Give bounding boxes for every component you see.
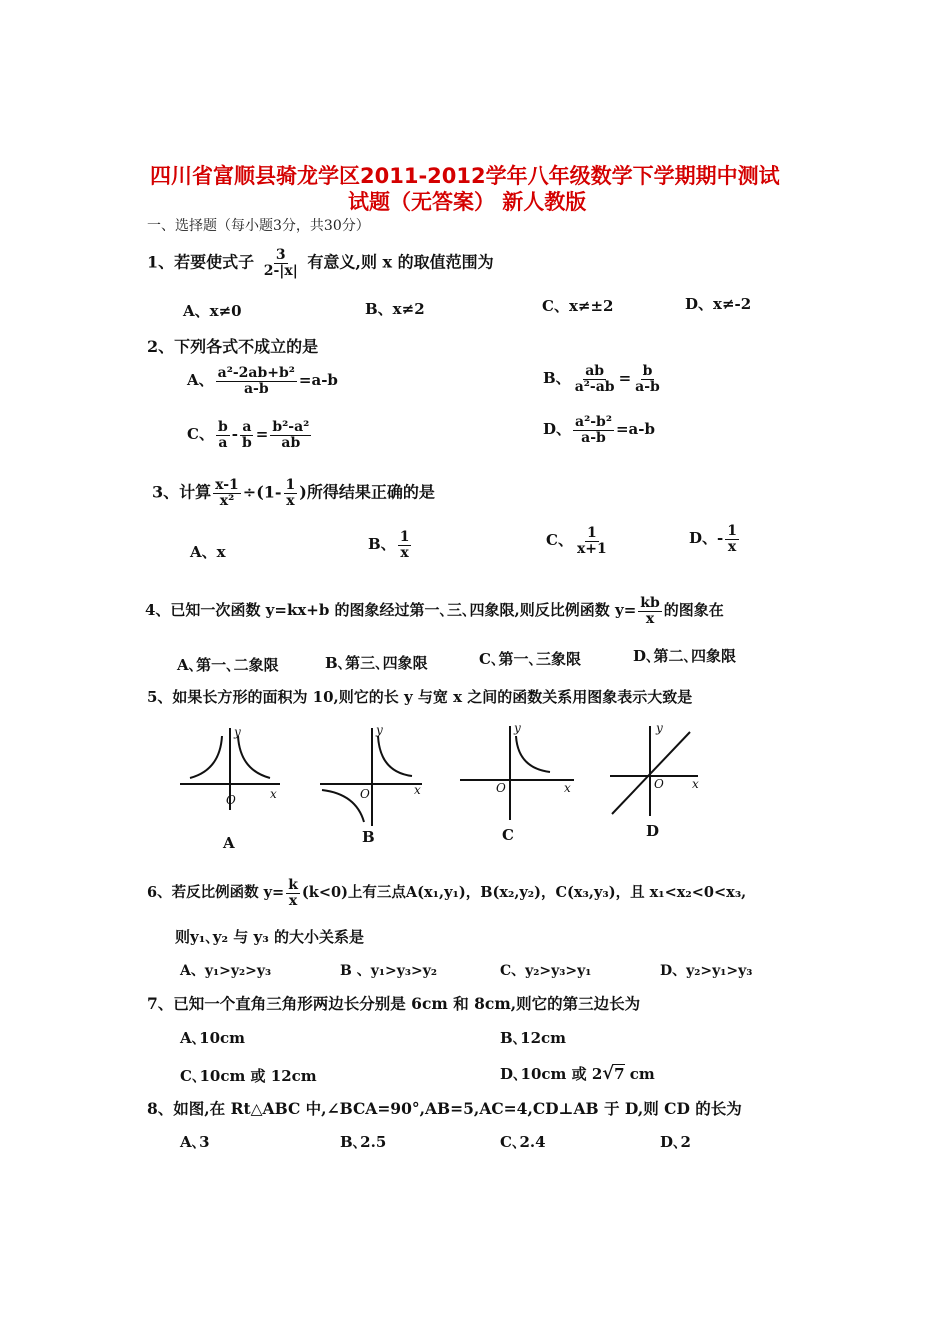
q5-graph-d: [610, 726, 698, 816]
q2-c-eq: =: [255, 425, 269, 444]
q7-d-prefix: D､10cm 或 2: [500, 1065, 603, 1083]
q2-option-a: [187, 366, 338, 396]
q3-d-num: 1: [727, 523, 737, 539]
q5-d-y: y: [656, 721, 663, 735]
q3-d-den: x: [727, 538, 737, 555]
q5-a-origin: O: [226, 793, 236, 807]
q3-b-label: B、: [368, 535, 396, 554]
q2-d-num: a²-b²: [575, 414, 612, 430]
question-1: [147, 248, 494, 278]
q8-option-b: B､2.5: [340, 1133, 387, 1151]
q2-c-d3: ab: [281, 434, 301, 451]
q6-line2: 则y₁､y₂ 与 y₃ 的大小关系是: [175, 928, 365, 946]
q7-option-b: B､12cm: [500, 1029, 567, 1047]
q3-prefix: 3、计算: [152, 482, 212, 502]
q2-c-n3: b²-a²: [272, 419, 310, 435]
q2-b-fraction-2: [633, 364, 662, 394]
q8-option-c: C､2.4: [500, 1133, 546, 1151]
q1-option-a: A、x≠0: [183, 302, 242, 320]
q2-a-num: a²-2ab+b²: [217, 365, 295, 381]
q2-option-c: [187, 420, 313, 450]
q5-c-y: y: [514, 721, 521, 735]
q2-d-rhs: =a-b: [615, 420, 655, 439]
question-2: 2、下列各式不成立的是: [147, 337, 319, 356]
q2-option-d: [543, 415, 655, 445]
q3-n1: x-1: [215, 477, 239, 493]
q3-mid: ÷(1-: [242, 482, 282, 502]
q7-d-unit: cm: [629, 1065, 655, 1083]
q5-b-origin: O: [360, 787, 370, 801]
q2-a-den: a-b: [243, 380, 269, 397]
q5-a-x: x: [270, 787, 277, 801]
question-5: 5、如果长方形的面积为 10,则它的长 y 与宽 x 之间的函数关系用图象表示大致是: [147, 688, 693, 706]
q4-option-d: D､第二､四象限: [633, 647, 737, 665]
q1-frac-den: 2-|x|: [263, 262, 298, 279]
question-4: [145, 596, 724, 626]
q5-label-d: D: [646, 822, 660, 840]
q1-fraction: [262, 248, 300, 278]
q5-label-c: C: [502, 826, 514, 844]
q5-d-x: x: [692, 777, 699, 791]
q1-frac-num: 3: [275, 247, 286, 263]
q5-graph-c: [460, 726, 574, 820]
q4-option-c: C､第一､三象限: [479, 650, 581, 668]
q2-b-fraction-1: [573, 364, 617, 394]
q6-option-c: C、y₂>y₃>y₁: [500, 963, 592, 979]
q2-a-fraction: [216, 366, 297, 396]
q3-d1: x²: [219, 492, 235, 509]
q2-c-frac-2: [240, 420, 254, 450]
q3-c-label: C、: [546, 531, 573, 550]
q7-d-radical-sign: √: [602, 1063, 615, 1084]
q6-prefix: 6、若反比例函数 y=: [147, 884, 285, 902]
q2-d-label: D、: [543, 420, 572, 439]
q3-d2: x: [286, 492, 295, 509]
q1-option-d: D、x≠-2: [685, 295, 752, 313]
q3-c-num: 1: [586, 525, 597, 541]
q5-label-b: B: [362, 828, 375, 846]
question-7: 7、已知一个直角三角形两边长分别是 6cm 和 8cm,则它的第三边长为: [147, 994, 641, 1013]
q2-c-n2: a: [242, 419, 252, 435]
q3-c-frac: [575, 526, 609, 556]
q2-d-fraction: [573, 415, 614, 445]
q5-graphs: [150, 718, 730, 858]
q6-num: k: [288, 877, 298, 893]
q5-d-origin: O: [654, 777, 664, 791]
q5-c-x: x: [564, 781, 571, 795]
q4-frac: [638, 596, 662, 626]
q2-b-eq: =: [618, 369, 632, 388]
q2-b-num2: b: [642, 363, 653, 379]
q2-d-den: a-b: [581, 429, 606, 446]
q5-c-origin: O: [496, 781, 506, 795]
q6-den: x: [288, 892, 298, 909]
q6-frac: [286, 878, 300, 908]
q3-c-den: x+1: [576, 540, 607, 557]
q2-c-frac-1: [216, 420, 230, 450]
q2-b-den2: a-b: [635, 378, 660, 395]
q7-d-radicand: 7: [614, 1065, 625, 1083]
question-8: 8、如图,在 Rt△ABC 中,∠BCA=90°,AB=5,AC=4,CD⊥AB 于 D,则 CD 的长为: [147, 1099, 742, 1118]
q2-c-op: -: [231, 425, 238, 444]
q3-option-b: [368, 530, 413, 560]
q3-n2: 1: [285, 477, 296, 493]
q2-c-d1: a: [218, 434, 228, 451]
q1-option-c: C、x≠±2: [542, 297, 614, 315]
q2-c-n1: b: [217, 419, 228, 435]
q7-option-a: A､10cm: [180, 1029, 246, 1047]
q4-den: x: [645, 610, 655, 627]
q6-option-d: D、y₂>y₁>y₃: [660, 963, 753, 979]
q3-frac-1: [213, 478, 241, 508]
q5-graph-b: [320, 728, 422, 826]
q1-suffix: 有意义,则 x 的取值范围为: [307, 252, 494, 272]
question-6: [147, 878, 746, 908]
q7-option-c: C､10cm 或 12cm: [180, 1067, 317, 1085]
q6-option-a: A、y₁>y₂>y₃: [180, 963, 272, 979]
q3-suffix: )所得结果正确的是: [299, 482, 435, 502]
q4-prefix: 4、已知一次函数 y=kx+b 的图象经过第一､三､四象限,则反比例函数 y=: [145, 601, 637, 620]
q2-c-label: C、: [187, 425, 214, 444]
q2-b-label: B、: [543, 369, 571, 388]
section-heading: 一、选择题（每小题3分，共30分）: [147, 218, 370, 234]
q1-option-b: B、x≠2: [365, 300, 425, 318]
q3-option-c: [546, 526, 611, 556]
q2-a-label: A、: [187, 371, 214, 390]
q3-d-label: D、-: [689, 529, 724, 548]
q6-option-b: B 、y₁>y₃>y₂: [340, 963, 437, 979]
q5-a-y: y: [234, 725, 241, 739]
q4-suffix: 的图象在: [663, 601, 724, 620]
page-title-line1: 四川省富顺县骑龙学区2011-2012学年八年级数学下学期期中测试: [150, 164, 780, 188]
q5-label-a: A: [223, 834, 235, 852]
q1-prefix: 1、若要使式子: [147, 252, 255, 272]
q2-b-num: ab: [585, 363, 605, 379]
q2-a-rhs: =a-b: [298, 371, 338, 390]
q3-d-frac: [725, 524, 739, 554]
q6-suffix: (k<0)上有三点A(x₁,y₁)，B(x₂,y₂)，C(x₃,y₃)，且 x₁<x₂<0<x₃,: [301, 884, 747, 902]
q2-b-den: a²-ab: [574, 378, 615, 395]
q4-num: kb: [640, 595, 660, 611]
q5-b-x: x: [414, 783, 421, 797]
q2-option-b: [543, 364, 664, 394]
q3-option-a: A、x: [190, 543, 226, 561]
q3-b-frac: [398, 530, 412, 560]
q3-b-den: x: [400, 544, 409, 561]
q2-c-d2: b: [241, 434, 252, 451]
q4-option-b: B､第三､四象限: [325, 654, 428, 672]
q8-option-a: A､3: [180, 1133, 210, 1151]
q3-option-d: [689, 524, 741, 554]
q4-option-a: A､第一､二象限: [177, 656, 279, 674]
page-title-line2: 试题（无答案） 新人教版: [348, 190, 587, 214]
q3-b-num: 1: [399, 529, 410, 545]
q3-frac-2: [284, 478, 298, 508]
q5-b-y: y: [376, 723, 383, 737]
q8-option-d: D､2: [660, 1133, 691, 1151]
q7-option-d: [500, 1063, 655, 1084]
question-3: [152, 478, 435, 508]
q2-c-frac-3: [270, 420, 311, 450]
